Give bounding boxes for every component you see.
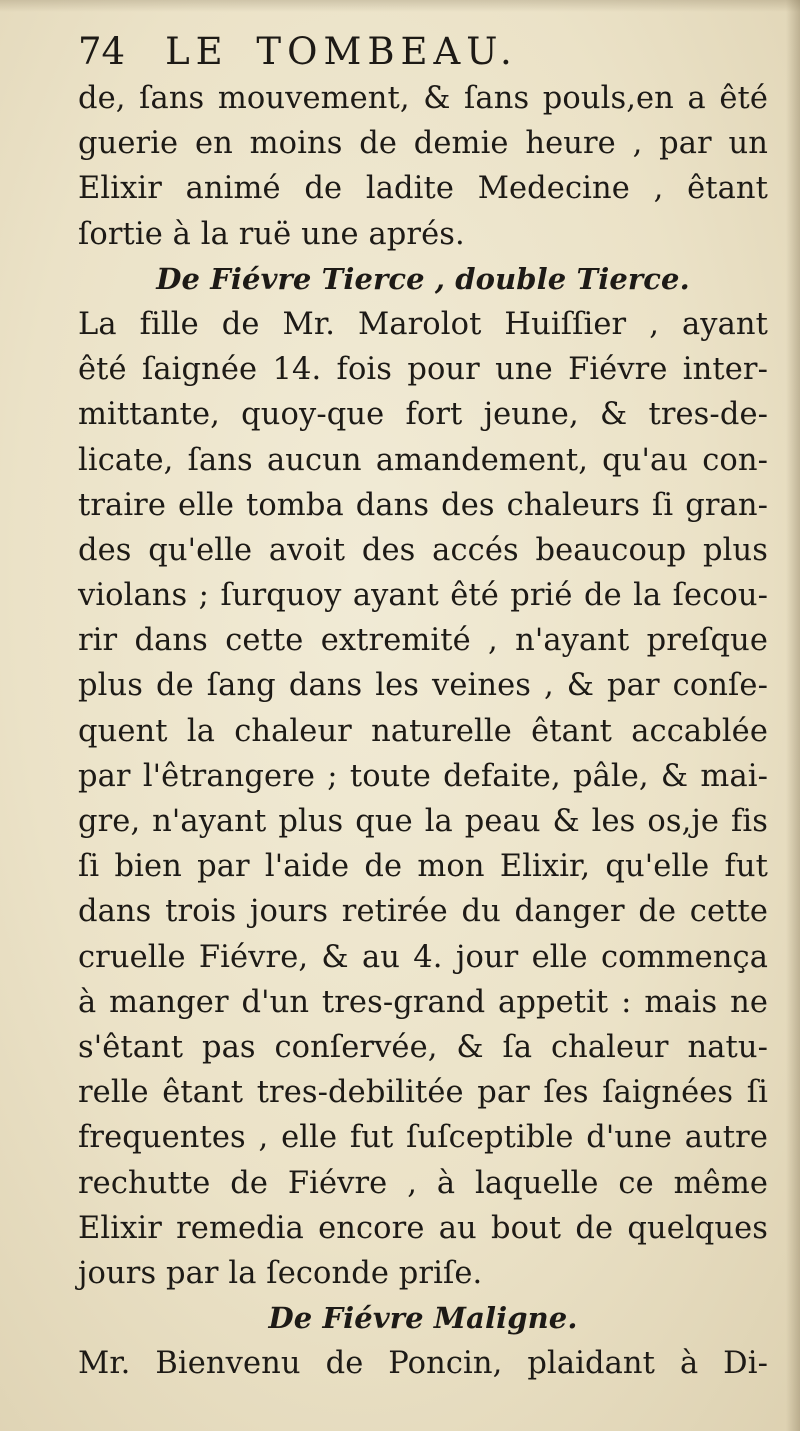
text-line: de, ſans mouvement, & ſans pouls,en a êté [78,81,768,116]
text-line: licate, ſans aucun amandement, qu'au con- [78,442,768,478]
text-line: cruelle Fiévre, & au 4. jour elle commença [78,939,768,975]
text-line: ſortie à la ruë une aprés. [78,216,465,252]
text-line: des qu'elle avoit des accés beaucoup plus [78,532,768,568]
page-top-shadow [0,0,800,12]
text-line: Elixir animé de ladite Medecine , êtant [78,171,768,207]
text-line: par l'êtrangere ; toute defaite, pâle, & mai- [78,758,768,794]
text-line: guerie en moins de demie heure , par un [78,126,768,162]
text-line: mittante, quoy-que fort jeune, & tres-de- [78,397,768,433]
text-line: dans trois jours retirée du danger de cette [78,894,768,930]
text-line: ſi bien par l'aide de mon Elixir, qu'elle fut [78,849,768,885]
text-line: Elixir remedia encore au bout de quelques [78,1210,768,1246]
text-line: frequentes , elle fut ſuſceptible d'une autre [78,1120,768,1156]
running-header [78,28,768,76]
text-line: violans ; ſurquoy ayant êté prié de la ſecou- [78,578,768,614]
text-line: rechutte de Fiévre , à laquelle ce même [78,1165,768,1201]
page-text [78,28,768,1386]
section-heading: De Fiévre Maligne. [268,1301,578,1336]
text-line: gre, n'ayant plus que la peau & les os,je fis [78,804,768,839]
text-line: êté ſaignée 14. fois pour une Fiévre inter- [78,352,768,388]
text-line: quent la chaleur naturelle êtant accablée [78,713,768,749]
text-line: plus de ſang dans les veines , & par conſe- [78,668,768,704]
text-line: rir dans cette extremité , n'ayant preſque [78,623,768,659]
text-line: traire elle tomba dans des chaleurs ſi gran- [78,487,768,523]
text-line: Mr. Bienvenu de Poncin, plaidant à Di- [78,1346,768,1382]
text-line: relle êtant tres-debilitée par ſes ſaignées ſi [78,1075,768,1111]
page-edge-shadow [786,0,800,1431]
section-heading: De Fiévre Tierce , double Tierce. [156,261,690,296]
text-line: La fille de Mr. Marolot Huiſſier , ayant [78,306,768,342]
page-number: 74 [78,30,126,73]
text-line: à manger d'un tres-grand appetit : mais ne [78,984,768,1020]
text-line: s'êtant pas conſervée, & ſa chaleur natu- [78,1029,768,1065]
running-title: LE TOMBEAU. [165,30,518,73]
text-line: jours par la ſeconde priſe. [78,1255,483,1291]
